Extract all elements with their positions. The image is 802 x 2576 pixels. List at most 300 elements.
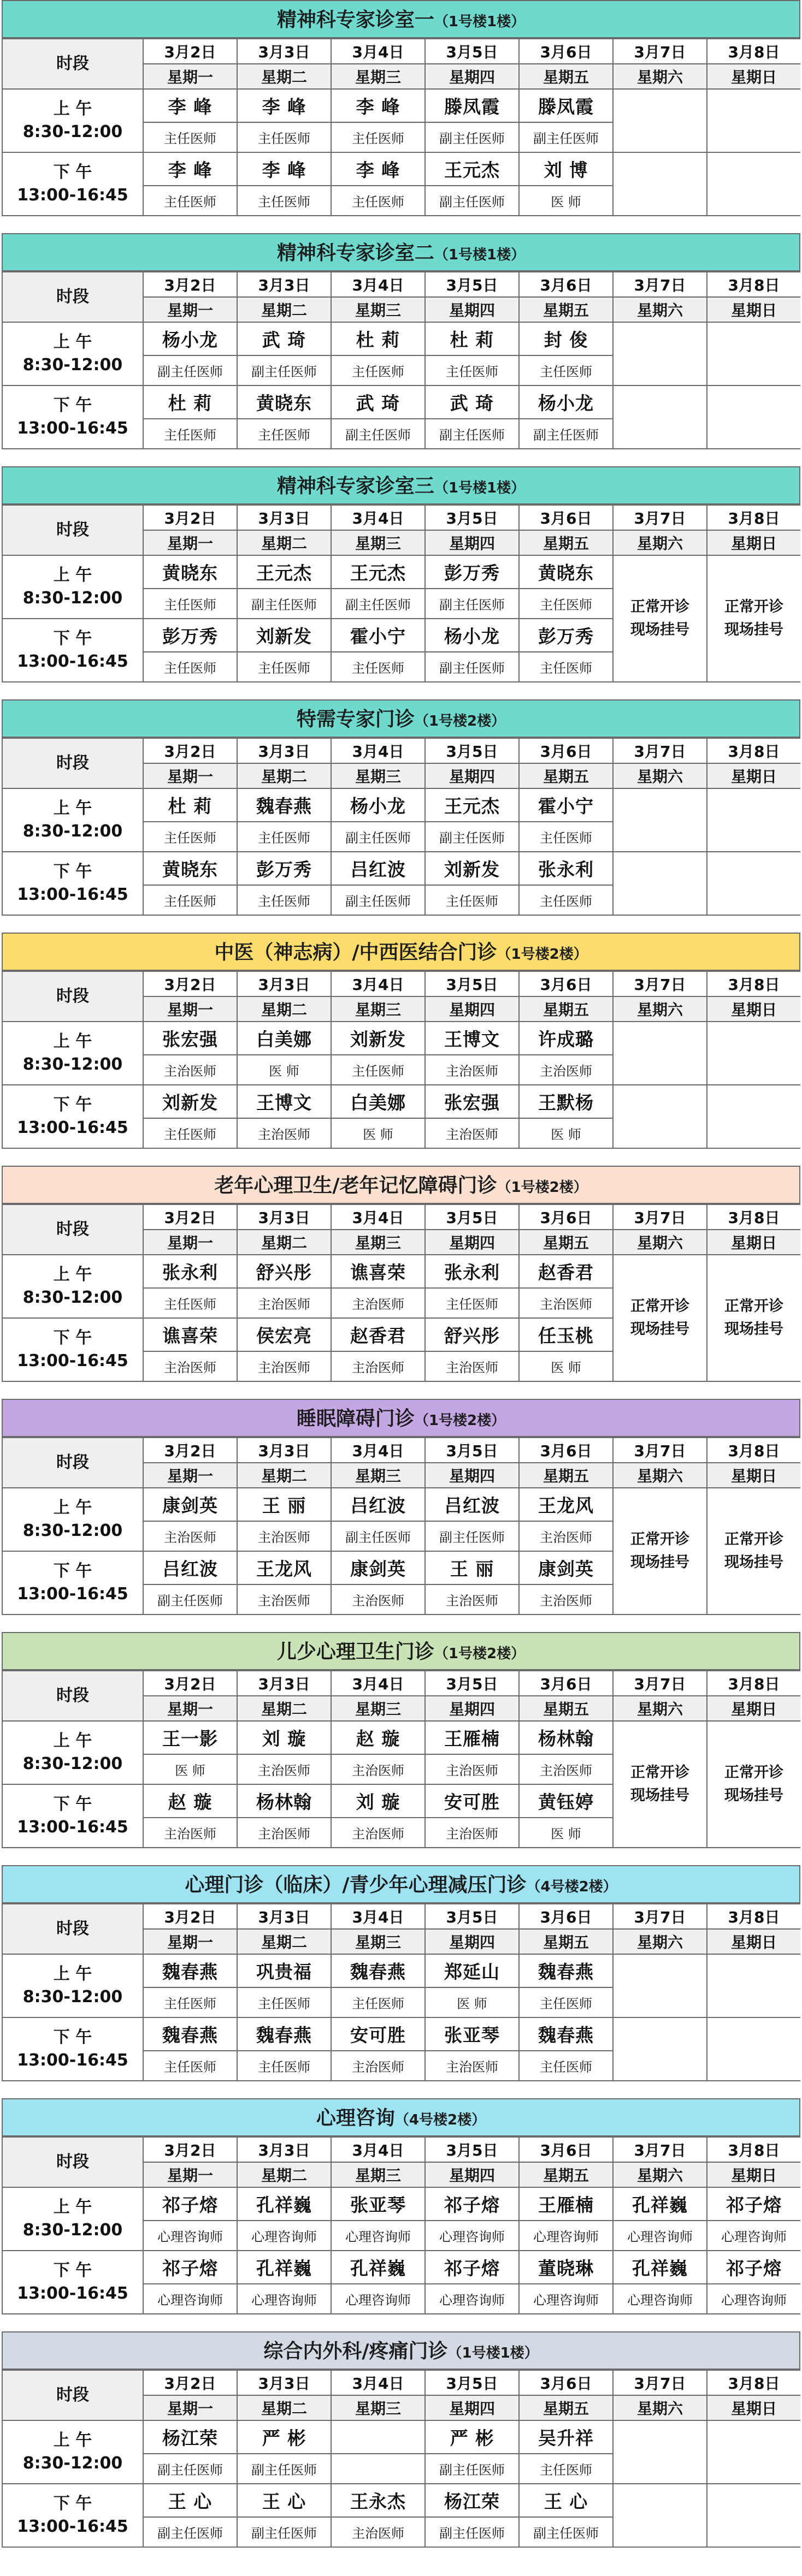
doctor-name: 张永利: [519, 852, 613, 885]
weekday-cell: 星期六: [613, 297, 707, 322]
weekday-cell: 星期二: [237, 2162, 331, 2187]
doctor-title: 医 师: [519, 1818, 613, 1848]
weekday-cell: 星期二: [237, 2395, 331, 2420]
am-label: 上 午: [53, 799, 92, 818]
doctor-title: 主任医师: [519, 822, 613, 852]
doctor-name: 王博文: [237, 1085, 331, 1118]
am-period-cell: [2, 2420, 143, 2484]
weekday-cell: 星期二: [237, 64, 331, 89]
weekday-cell: 星期四: [425, 1230, 519, 1255]
doctor-title: 主治医师: [519, 1521, 613, 1551]
doctor-title: 心理咨询师: [707, 2284, 800, 2314]
weekday-cell: 星期四: [425, 530, 519, 555]
doctor-name: 武 琦: [425, 385, 519, 419]
doctor-name: 张永利: [143, 1255, 237, 1288]
date-cell: 3月7日: [613, 738, 707, 763]
section-title-text: 综合内外科/疼痛门诊: [263, 2340, 448, 2363]
weekday-cell: 星期五: [519, 64, 613, 89]
section-title-text: 儿少心理卫生门诊: [276, 1641, 434, 1663]
doctor-title: 主任医师: [425, 355, 519, 385]
section-title-text: 心理咨询: [316, 2107, 395, 2129]
weekday-cell: 星期五: [519, 1463, 613, 1488]
period-label: 时段: [2, 2137, 143, 2187]
doctor-title: 主任医师: [143, 652, 237, 682]
am-time: 8:30-12:00: [22, 589, 123, 608]
weekend-note: [613, 385, 707, 449]
doctor-title: 主治医师: [519, 1288, 613, 1318]
doctor-name: 王 丽: [425, 1551, 519, 1584]
weekday-cell: 星期六: [613, 530, 707, 555]
doctor-title: 主任医师: [519, 1987, 613, 2017]
weekday-cell: 星期一: [143, 2395, 237, 2420]
doctor-title: 心理咨询师: [425, 2284, 519, 2314]
doctor-title: 心理咨询师: [519, 2221, 613, 2251]
section-title-text: 老年心理卫生/老年记忆障碍门诊: [214, 1174, 497, 1197]
clinic-section: [2, 466, 800, 699]
date-cell: 3月2日: [143, 1204, 237, 1230]
weekday-cell: 星期日: [707, 763, 800, 788]
weekday-cell: 星期五: [519, 2395, 613, 2420]
doctor-name: 魏春燕: [143, 1954, 237, 1987]
doctor-name: 彭万秀: [519, 619, 613, 652]
weekday-cell: 星期三: [331, 1929, 425, 1954]
pm-period-cell: [2, 619, 143, 682]
weekend-note: [707, 1085, 800, 1148]
weekday-cell: 星期三: [331, 64, 425, 89]
doctor-title: 主治医师: [237, 1288, 331, 1318]
doctor-name: 谯喜荣: [143, 1318, 237, 1351]
weekend-note: 正常开诊 现场挂号: [707, 1721, 800, 1848]
doctor-title: 主治医师: [237, 1584, 331, 1615]
schedule-table: [2, 1437, 800, 1615]
date-cell: 3月5日: [425, 738, 519, 763]
doctor-title: 主治医师: [143, 1351, 237, 1381]
doctor-name: 严 彬: [237, 2420, 331, 2454]
doctor-name: 刘新发: [331, 1022, 425, 1055]
doctor-title: 副主任医师: [237, 589, 331, 619]
pm-period-cell: [2, 1784, 143, 1848]
doctor-name: 孔祥巍: [331, 2251, 425, 2284]
date-cell: 3月3日: [237, 272, 331, 297]
date-cell: 3月5日: [425, 1438, 519, 1463]
date-cell: 3月3日: [237, 1438, 331, 1463]
doctor-name: 李 峰: [237, 89, 331, 122]
am-time: 8:30-12:00: [22, 2221, 123, 2240]
doctor-name: 彭万秀: [425, 555, 519, 589]
date-cell: 3月3日: [237, 738, 331, 763]
weekday-cell: 星期六: [613, 2162, 707, 2187]
date-cell: 3月8日: [707, 1204, 800, 1230]
doctor-title: 副主任医师: [519, 122, 613, 152]
doctor-name: 孔祥巍: [237, 2187, 331, 2221]
date-cell: 3月4日: [331, 1438, 425, 1463]
doctor-title: 主任医师: [143, 885, 237, 915]
doctor-title: 主任医师: [519, 2051, 613, 2081]
doctor-name: 祁子熔: [707, 2251, 800, 2284]
weekday-cell: 星期四: [425, 64, 519, 89]
pm-time: 13:00-16:45: [17, 652, 128, 671]
doctor-title: 副主任医师: [425, 122, 519, 152]
doctor-name: 王永杰: [331, 2484, 425, 2517]
doctor-title: 主任医师: [143, 186, 237, 216]
weekday-cell: 星期二: [237, 1929, 331, 1954]
doctor-name: 杨江荣: [143, 2420, 237, 2454]
date-cell: 3月7日: [613, 1904, 707, 1929]
pm-label: 下 午: [53, 1095, 92, 1114]
doctor-name: 孔祥巍: [237, 2251, 331, 2284]
date-cell: 3月6日: [519, 1671, 613, 1696]
weekday-cell: 星期四: [425, 297, 519, 322]
pm-time: 13:00-16:45: [17, 2284, 128, 2303]
doctor-name: 王元杰: [425, 152, 519, 186]
weekday-cell: 星期三: [331, 763, 425, 788]
section-location: （1号楼2楼）: [414, 1412, 506, 1429]
doctor-name: 杨江荣: [425, 2484, 519, 2517]
clinic-section: [2, 1632, 800, 1865]
section-title: [2, 1166, 800, 1204]
pm-label: 下 午: [53, 1328, 92, 1348]
doctor-name: 舒兴彤: [237, 1255, 331, 1288]
doctor-title: 主任医师: [143, 822, 237, 852]
doctor-title: 主治医师: [143, 1521, 237, 1551]
period-label: 时段: [2, 39, 143, 89]
date-cell: 3月3日: [237, 1671, 331, 1696]
weekday-cell: 星期四: [425, 2395, 519, 2420]
doctor-title: 副主任医师: [425, 652, 519, 682]
weekend-note: 正常开诊 现场挂号: [707, 1488, 800, 1615]
doctor-title: 主任医师: [237, 652, 331, 682]
section-location: （4号楼2楼）: [394, 2112, 486, 2128]
date-cell: 3月6日: [519, 39, 613, 64]
doctor-title: 副主任医师: [519, 2517, 613, 2547]
weekday-cell: 星期一: [143, 530, 237, 555]
doctor-title: 主任医师: [143, 419, 237, 449]
date-cell: 3月5日: [425, 971, 519, 996]
doctor-name: 王龙风: [237, 1551, 331, 1584]
doctor-title: 主任医师: [143, 1288, 237, 1318]
weekday-cell: 星期三: [331, 2395, 425, 2420]
pm-time: 13:00-16:45: [17, 1118, 128, 1137]
doctor-name: 魏春燕: [237, 2017, 331, 2051]
date-cell: 3月8日: [707, 272, 800, 297]
am-label: 上 午: [53, 99, 92, 118]
doctor-name: 王元杰: [237, 555, 331, 589]
am-period-cell: [2, 1488, 143, 1551]
doctor-title: 副主任医师: [143, 1584, 237, 1615]
doctor-title: 主治医师: [425, 1584, 519, 1615]
date-cell: 3月4日: [331, 1671, 425, 1696]
period-label: 时段: [2, 272, 143, 322]
doctor-title: 主治医师: [331, 1818, 425, 1848]
pm-time: 13:00-16:45: [17, 1818, 128, 1837]
doctor-title: 副主任医师: [425, 822, 519, 852]
pm-period-cell: [2, 2484, 143, 2547]
weekend-note: [613, 2017, 707, 2081]
date-cell: 3月2日: [143, 738, 237, 763]
doctor-title: 副主任医师: [237, 2517, 331, 2547]
pm-label: 下 午: [53, 2261, 92, 2280]
doctor-name: [331, 2420, 425, 2454]
doctor-title: 主任医师: [237, 186, 331, 216]
date-cell: 3月8日: [707, 1438, 800, 1463]
doctor-title: 主治医师: [143, 1818, 237, 1848]
doctor-name: 杨小龙: [425, 619, 519, 652]
doctor-name: 祁子熔: [707, 2187, 800, 2221]
am-time: 8:30-12:00: [22, 355, 123, 375]
schedule-table: [2, 971, 800, 1149]
doctor-title: 医 师: [519, 1351, 613, 1381]
weekday-cell: 星期一: [143, 1696, 237, 1721]
weekday-cell: 星期二: [237, 1696, 331, 1721]
doctor-name: 白美娜: [331, 1085, 425, 1118]
date-cell: 3月8日: [707, 2370, 800, 2395]
doctor-title: 心理咨询师: [331, 2284, 425, 2314]
doctor-name: 封 俊: [519, 322, 613, 355]
schedule-table: [2, 2370, 800, 2548]
date-cell: 3月8日: [707, 505, 800, 530]
am-time: 8:30-12:00: [22, 1055, 123, 1074]
date-cell: 3月7日: [613, 39, 707, 64]
doctor-title: 副主任医师: [237, 2454, 331, 2484]
section-title-text: 精神科专家诊室三: [276, 475, 434, 497]
doctor-title: 主任医师: [331, 1055, 425, 1085]
doctor-title: 主任医师: [331, 652, 425, 682]
date-cell: 3月6日: [519, 1904, 613, 1929]
am-time: 8:30-12:00: [22, 1288, 123, 1307]
doctor-name: 魏春燕: [237, 788, 331, 822]
pm-period-cell: [2, 152, 143, 216]
doctor-name: 王雁楠: [425, 1721, 519, 1754]
pm-period-cell: [2, 2251, 143, 2314]
date-cell: 3月4日: [331, 1904, 425, 1929]
doctor-name: 魏春燕: [519, 1954, 613, 1987]
pm-period-cell: [2, 385, 143, 449]
pm-label: 下 午: [53, 629, 92, 648]
date-cell: 3月6日: [519, 505, 613, 530]
clinic-section: [2, 1865, 800, 2098]
doctor-title: 心理咨询师: [707, 2221, 800, 2251]
doctor-name: 杜 莉: [143, 788, 237, 822]
weekday-cell: 星期日: [707, 64, 800, 89]
doctor-name: 魏春燕: [143, 2017, 237, 2051]
doctor-name: 许成璐: [519, 1022, 613, 1055]
weekend-note: [707, 1954, 800, 2017]
weekday-cell: 星期五: [519, 763, 613, 788]
schedule-table: [2, 1670, 800, 1848]
date-cell: 3月4日: [331, 505, 425, 530]
pm-label: 下 午: [53, 163, 92, 182]
am-label: 上 午: [53, 1498, 92, 1517]
weekday-cell: 星期六: [613, 1463, 707, 1488]
section-title-text: 精神科专家诊室一: [276, 9, 434, 31]
date-cell: 3月2日: [143, 39, 237, 64]
doctor-name: 杜 莉: [425, 322, 519, 355]
pm-time: 13:00-16:45: [17, 1351, 128, 1370]
weekday-cell: 星期一: [143, 2162, 237, 2187]
date-cell: 3月2日: [143, 505, 237, 530]
weekday-cell: 星期二: [237, 530, 331, 555]
doctor-title: 主治医师: [425, 1754, 519, 1784]
doctor-name: 任玉桃: [519, 1318, 613, 1351]
doctor-name: 王雁楠: [519, 2187, 613, 2221]
doctor-title: 心理咨询师: [237, 2221, 331, 2251]
weekday-cell: 星期一: [143, 64, 237, 89]
doctor-name: 李 峰: [331, 89, 425, 122]
doctor-name: 祁子熔: [425, 2251, 519, 2284]
date-cell: 3月5日: [425, 505, 519, 530]
date-cell: 3月3日: [237, 971, 331, 996]
clinic-section: [2, 0, 800, 233]
doctor-name: 黄晓东: [519, 555, 613, 589]
doctor-name: 康剑英: [331, 1551, 425, 1584]
am-time: 8:30-12:00: [22, 822, 123, 841]
date-cell: 3月7日: [613, 971, 707, 996]
weekday-cell: 星期一: [143, 763, 237, 788]
date-cell: 3月6日: [519, 272, 613, 297]
doctor-name: 张宏强: [143, 1022, 237, 1055]
date-cell: 3月3日: [237, 1904, 331, 1929]
date-cell: 3月2日: [143, 2137, 237, 2162]
doctor-name: 张宏强: [425, 1085, 519, 1118]
doctor-name: 魏春燕: [331, 1954, 425, 1987]
doctor-title: 主治医师: [237, 1521, 331, 1551]
doctor-name: 黄钰婷: [519, 1784, 613, 1818]
weekday-cell: 星期四: [425, 1696, 519, 1721]
doctor-name: 杨林翰: [519, 1721, 613, 1754]
weekend-note: [707, 788, 800, 852]
section-location: （1号楼2楼）: [497, 946, 588, 963]
date-cell: 3月6日: [519, 1204, 613, 1230]
doctor-name: 巩贵福: [237, 1954, 331, 1987]
weekday-cell: 星期二: [237, 1230, 331, 1255]
doctor-title: 副主任医师: [425, 1521, 519, 1551]
doctor-title: 主治医师: [519, 1055, 613, 1085]
am-period-cell: [2, 2187, 143, 2251]
date-cell: 3月6日: [519, 2137, 613, 2162]
doctor-name: 王一影: [143, 1721, 237, 1754]
date-cell: 3月8日: [707, 738, 800, 763]
section-title-text: 特需专家门诊: [296, 708, 415, 731]
weekend-note: 正常开诊 现场挂号: [613, 1488, 707, 1615]
am-label: 上 午: [53, 1265, 92, 1284]
am-time: 8:30-12:00: [22, 1987, 123, 2007]
date-cell: 3月4日: [331, 272, 425, 297]
date-cell: 3月2日: [143, 1438, 237, 1463]
doctor-name: 王 心: [519, 2484, 613, 2517]
doctor-name: 李 峰: [331, 152, 425, 186]
weekend-note: [707, 2484, 800, 2547]
am-label: 上 午: [53, 333, 92, 352]
weekend-note: [707, 385, 800, 449]
pm-time: 13:00-16:45: [17, 885, 128, 904]
doctor-title: 主任医师: [519, 652, 613, 682]
am-period-cell: [2, 1255, 143, 1318]
doctor-name: 张永利: [425, 1255, 519, 1288]
clinic-section: [2, 699, 800, 933]
pm-time: 13:00-16:45: [17, 2517, 128, 2536]
weekday-cell: 星期四: [425, 1929, 519, 1954]
doctor-name: 霍小宁: [519, 788, 613, 822]
am-label: 上 午: [53, 2431, 92, 2450]
doctor-title: 医 师: [519, 186, 613, 216]
doctor-name: 王 丽: [237, 1488, 331, 1521]
doctor-name: 刘 博: [519, 152, 613, 186]
weekday-cell: 星期日: [707, 1463, 800, 1488]
doctor-title: 主治医师: [425, 1118, 519, 1148]
doctor-title: 心理咨询师: [613, 2284, 707, 2314]
weekend-note: [613, 322, 707, 385]
period-label: 时段: [2, 738, 143, 788]
doctor-name: 谯喜荣: [331, 1255, 425, 1288]
doctor-name: 杨小龙: [331, 788, 425, 822]
weekday-cell: 星期一: [143, 996, 237, 1022]
date-cell: 3月7日: [613, 1438, 707, 1463]
date-cell: 3月4日: [331, 971, 425, 996]
doctor-title: 副主任医师: [143, 355, 237, 385]
doctor-name: 王默杨: [519, 1085, 613, 1118]
doctor-title: 主治医师: [237, 1351, 331, 1381]
weekend-note: [613, 1954, 707, 2017]
doctor-name: 刘新发: [143, 1085, 237, 1118]
pm-period-cell: [2, 2017, 143, 2081]
doctor-title: 主任医师: [143, 1987, 237, 2017]
weekday-cell: 星期四: [425, 2162, 519, 2187]
doctor-title: 主治医师: [143, 1055, 237, 1085]
doctor-name: 王 心: [237, 2484, 331, 2517]
doctor-title: 主治医师: [331, 1754, 425, 1784]
doctor-title: 主治医师: [237, 1118, 331, 1148]
section-title-text: 中医（神志病）/中西医结合门诊: [214, 941, 497, 964]
period-label: 时段: [2, 505, 143, 555]
period-label: 时段: [2, 971, 143, 1022]
date-cell: 3月8日: [707, 39, 800, 64]
weekday-cell: 星期日: [707, 1696, 800, 1721]
weekday-cell: 星期一: [143, 297, 237, 322]
doctor-title: 心理咨询师: [331, 2221, 425, 2251]
doctor-title: 副主任医师: [143, 2517, 237, 2547]
weekend-note: [613, 89, 707, 152]
doctor-title: 主任医师: [519, 885, 613, 915]
doctor-name: 杜 莉: [143, 385, 237, 419]
weekday-cell: 星期二: [237, 1463, 331, 1488]
weekday-cell: 星期六: [613, 2395, 707, 2420]
doctor-title: 主治医师: [331, 2517, 425, 2547]
pm-label: 下 午: [53, 1562, 92, 1581]
date-cell: 3月3日: [237, 2370, 331, 2395]
weekend-note: 正常开诊 现场挂号: [613, 555, 707, 682]
doctor-name: 祁子熔: [143, 2187, 237, 2221]
section-location: （1号楼2楼）: [414, 713, 506, 729]
doctor-name: 孔祥巍: [613, 2251, 707, 2284]
doctor-name: 王元杰: [331, 555, 425, 589]
schedule-table: [2, 504, 800, 682]
doctor-title: 医 师: [143, 1754, 237, 1784]
date-cell: 3月2日: [143, 1904, 237, 1929]
am-period-cell: [2, 1022, 143, 1085]
pm-time: 13:00-16:45: [17, 186, 128, 205]
am-label: 上 午: [53, 1964, 92, 1984]
section-location: （1号楼2楼）: [434, 1646, 526, 1662]
doctor-title: 副主任医师: [237, 355, 331, 385]
doctor-name: 赵 璇: [143, 1784, 237, 1818]
doctor-name: 李 峰: [143, 89, 237, 122]
section-title: [2, 2331, 800, 2370]
date-cell: 3月5日: [425, 1671, 519, 1696]
doctor-name: 吴升祥: [519, 2420, 613, 2454]
weekday-cell: 星期四: [425, 763, 519, 788]
weekend-note: 正常开诊 现场挂号: [707, 555, 800, 682]
doctor-name: 赵香君: [519, 1255, 613, 1288]
